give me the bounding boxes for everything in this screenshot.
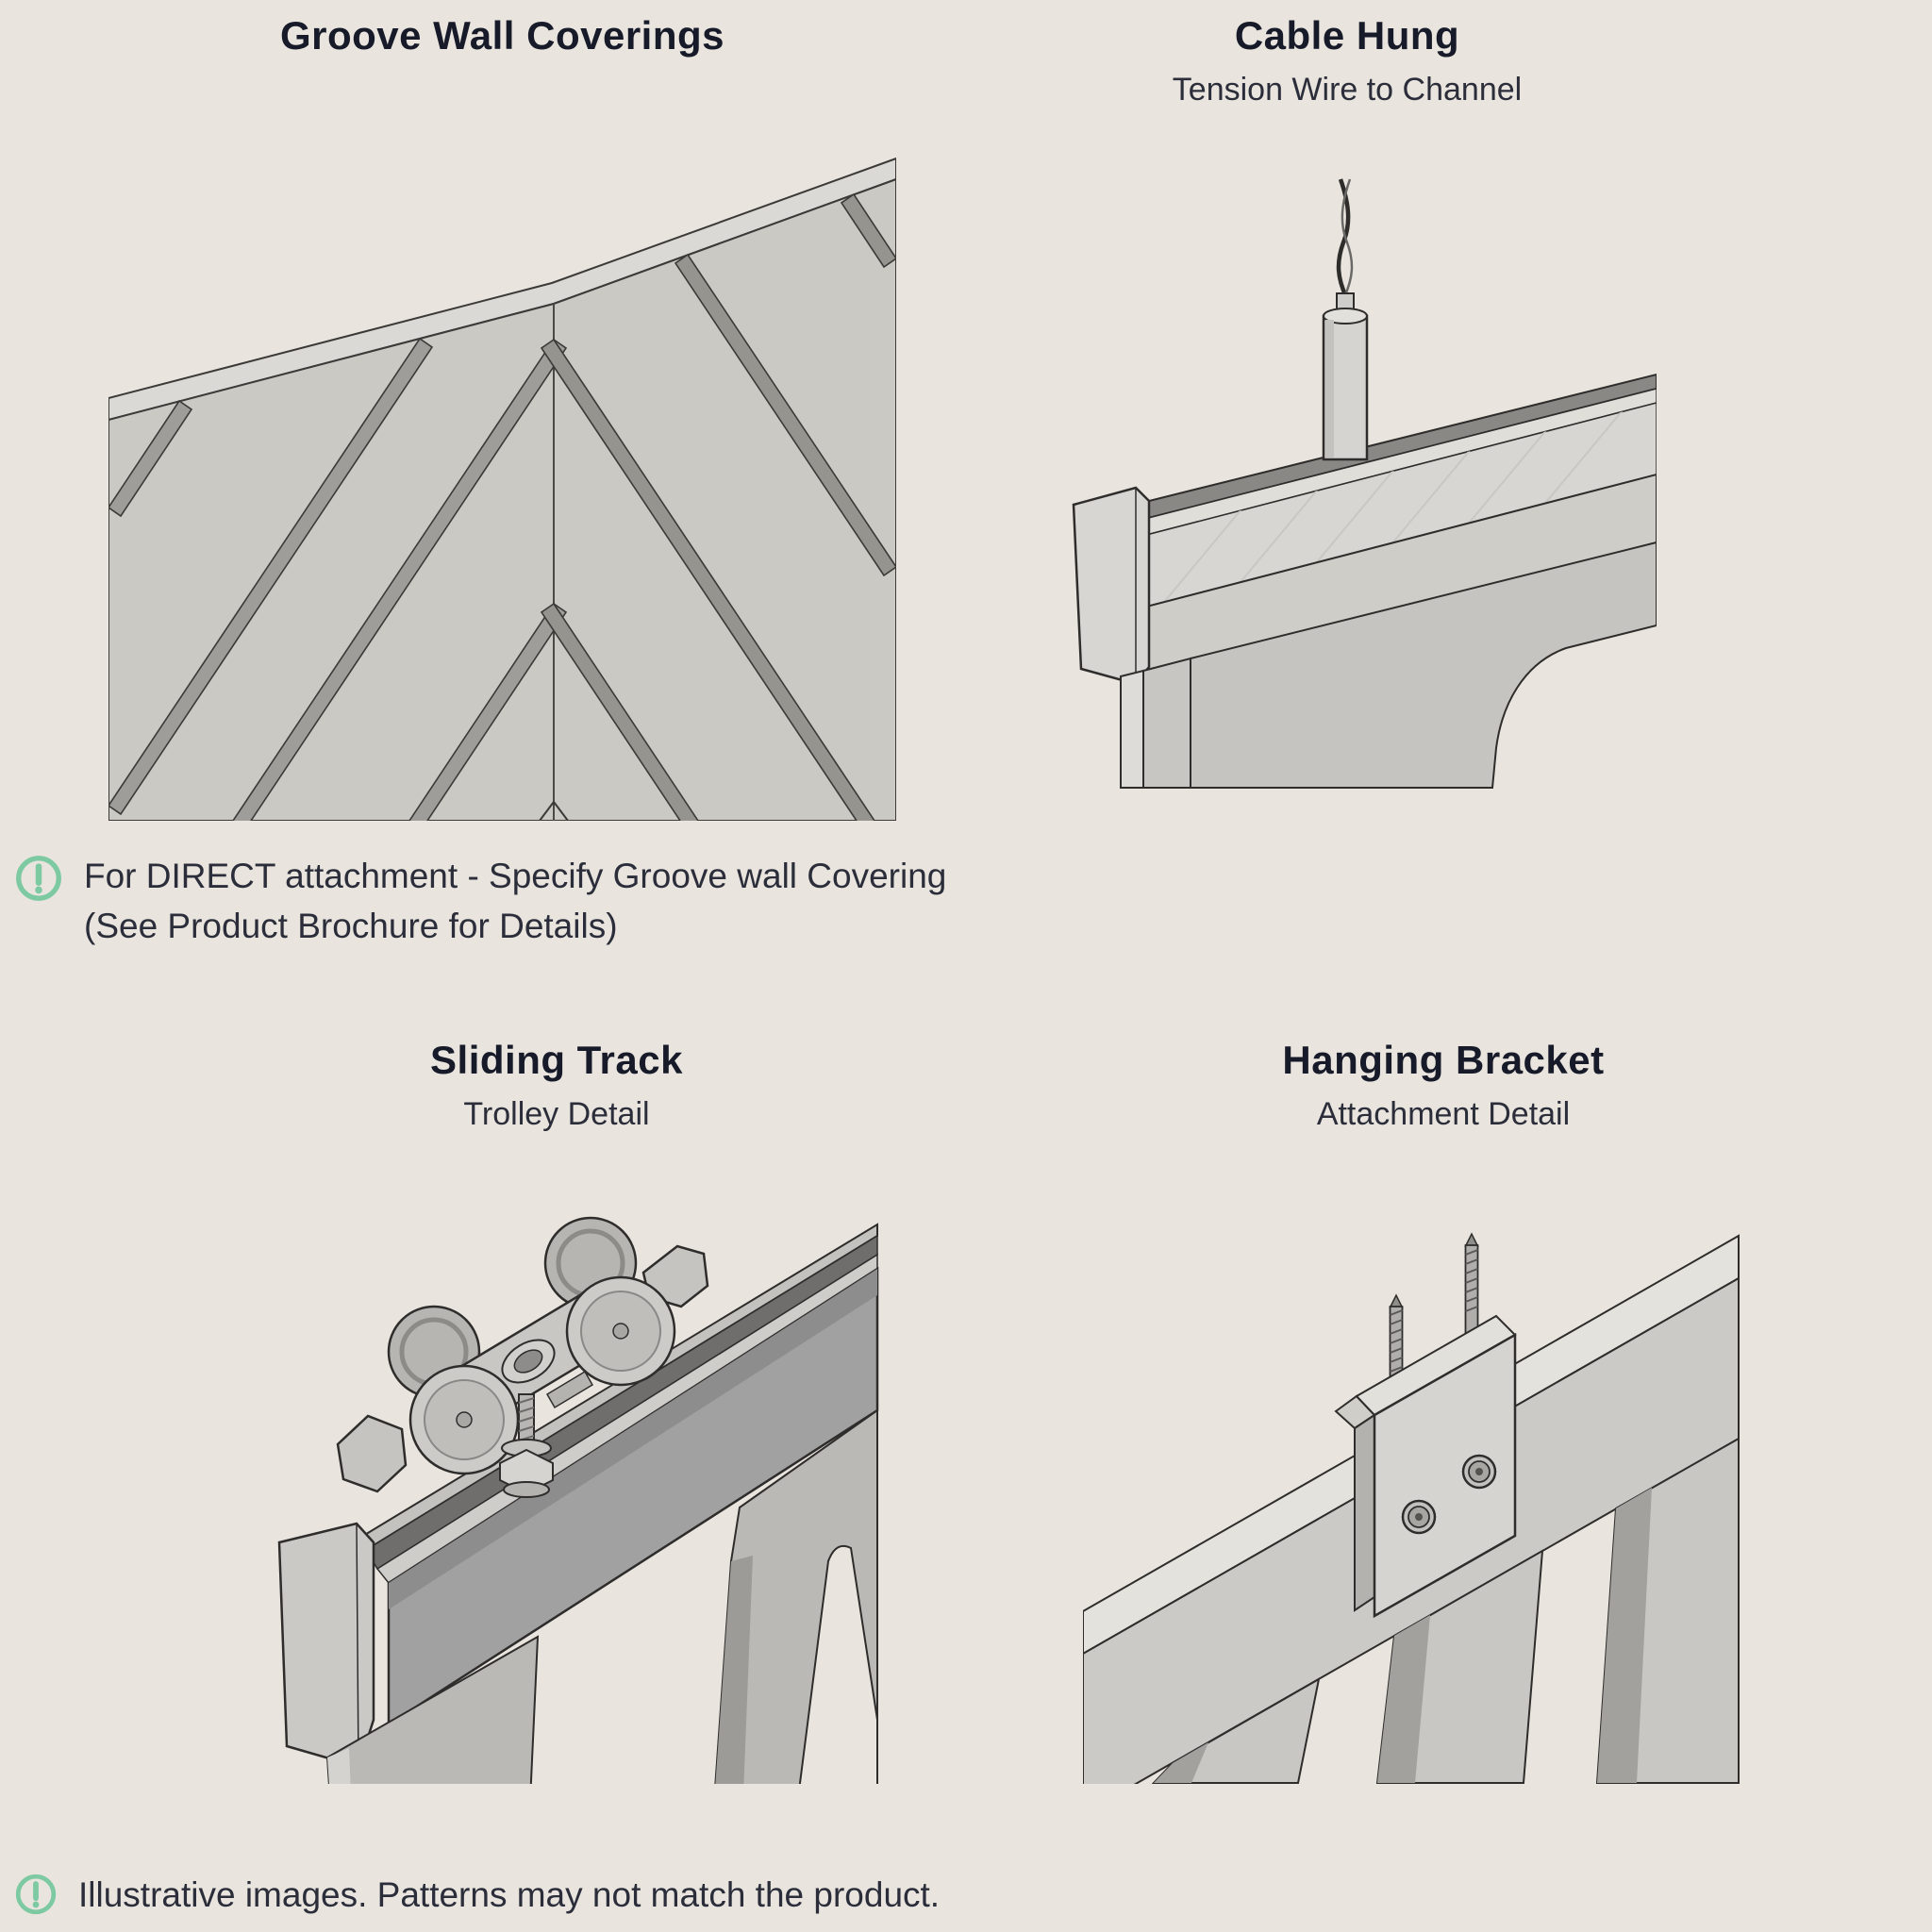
section-subtitle: Attachment Detail — [1316, 1096, 1571, 1132]
track-end-cap — [279, 1524, 374, 1767]
section-subtitle: Tension Wire to Channel — [1172, 72, 1523, 108]
sliding-track-illustration — [217, 1191, 896, 1842]
section-title: Sliding Track — [430, 1038, 683, 1082]
trolley-front-wheel — [567, 1277, 675, 1385]
hex-bolt — [1463, 1456, 1495, 1488]
groove-wall-illustration — [108, 142, 896, 821]
section-header-sliding — [217, 1038, 896, 1133]
cable-hung-illustration — [1038, 127, 1657, 854]
chevron-panel-drawing — [108, 142, 896, 821]
info-exclamation-icon — [14, 854, 63, 903]
bracket-attachment-drawing — [1083, 1206, 1743, 1790]
rail-end-cap — [1074, 488, 1149, 684]
cable-hung-drawing — [1038, 127, 1657, 854]
section-header-groove — [108, 13, 896, 58]
note-direct-attachment — [14, 854, 958, 951]
note-illustrative — [14, 1873, 1146, 1921]
trolley-track-drawing — [217, 1191, 896, 1842]
section-header-bracket — [1113, 1038, 1774, 1133]
trolley-front-wheel — [410, 1366, 518, 1474]
section-title: Groove Wall Coverings — [279, 13, 725, 58]
section-header-cable — [1038, 13, 1657, 108]
hex-bolt — [1403, 1501, 1435, 1533]
hanging-bracket-illustration — [1083, 1206, 1743, 1790]
note-text: Illustrative images. Patterns may not match the product. — [78, 1875, 941, 1914]
section-title: Cable Hung — [1234, 13, 1460, 58]
trolley-end-stop — [338, 1416, 406, 1491]
info-exclamation-icon — [14, 1873, 58, 1916]
section-subtitle: Trolley Detail — [463, 1096, 650, 1132]
mounting-screw — [1466, 1234, 1478, 1342]
section-title: Hanging Bracket — [1282, 1038, 1605, 1082]
note-text: For DIRECT attachment - Specify Groove wall Covering (See Product Brochure for Details) — [84, 857, 947, 945]
